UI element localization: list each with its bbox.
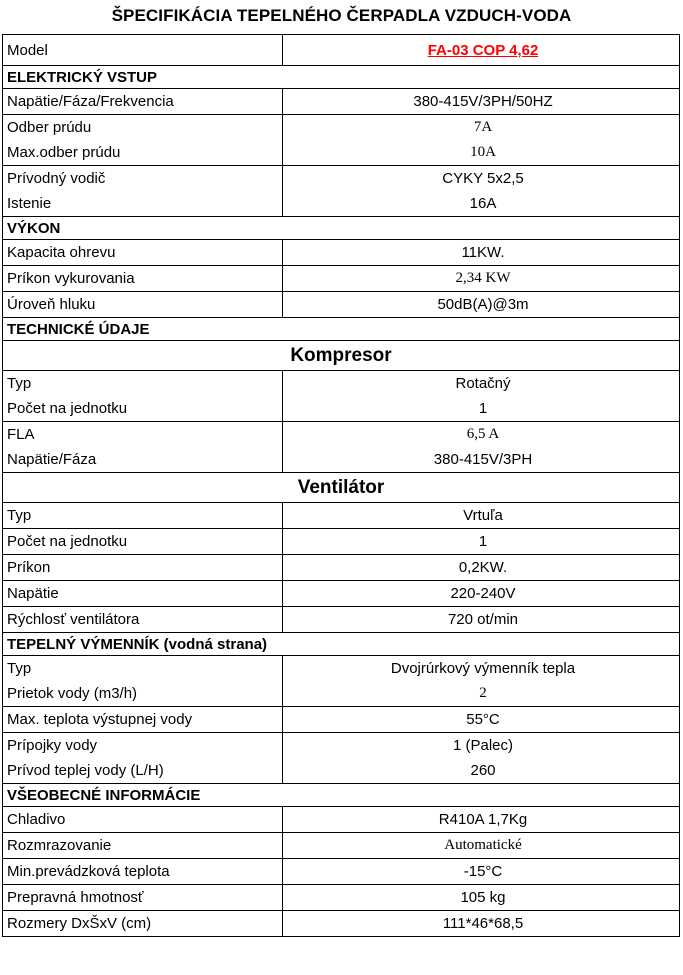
section-heading: ELEKTRICKÝ VSTUP — [3, 66, 680, 89]
spec-value: 16A — [469, 195, 497, 212]
spec-row — [3, 607, 680, 633]
spec-value: 220-240V — [450, 585, 516, 602]
spec-row — [3, 833, 680, 859]
spec-label: Napätie — [7, 585, 59, 602]
spec-label: Rozmrazovanie — [7, 837, 112, 854]
spec-value: Dvojrúrkový výmenník tepla — [390, 660, 576, 677]
spec-label-cell — [3, 266, 283, 292]
spec-row — [3, 859, 680, 885]
spec-label-cell — [3, 555, 283, 581]
spec-label-cell — [3, 581, 283, 607]
spec-value: 50dB(A)@3m — [437, 296, 529, 313]
spec-row — [3, 240, 680, 266]
spec-value: Rotačný — [455, 375, 511, 392]
spec-value-cell — [283, 733, 680, 784]
subsection-heading: Kompresor — [3, 341, 680, 371]
spec-value: 7A — [473, 119, 493, 135]
spec-value: 2 — [479, 685, 487, 701]
spec-value: 260 — [470, 762, 496, 779]
spec-value: CYKY 5x2,5 — [442, 170, 524, 187]
spec-value: 1 — [478, 533, 488, 550]
spec-label: Typ — [7, 660, 32, 677]
spec-label: Typ — [7, 375, 32, 392]
spec-value: 380-415V/3PH/50HZ — [413, 93, 553, 110]
spec-label: Prepravná hmotnosť — [7, 889, 144, 906]
spec-label: Odber prúdu — [7, 119, 92, 136]
subsection-heading-row — [3, 473, 680, 503]
spec-row — [3, 656, 680, 707]
spec-row — [3, 266, 680, 292]
spec-label: Počet na jednotku — [7, 533, 128, 550]
subsection-heading: Ventilátor — [3, 473, 680, 503]
spec-value: 1 (Palec) — [452, 737, 514, 754]
spec-value: -15°C — [463, 863, 503, 880]
spec-label: Napätie/Fáza/Frekvencia — [7, 93, 174, 110]
spec-value-cell — [283, 833, 680, 859]
spec-label: FLA — [7, 426, 35, 443]
spec-label: Prívod teplej vody (L/H) — [7, 762, 164, 779]
spec-label: Úroveň hluku — [7, 296, 96, 313]
spec-row — [3, 733, 680, 784]
spec-value: Vrtuľa — [463, 507, 503, 524]
spec-label-cell — [3, 529, 283, 555]
spec-value: R410A 1,7Kg — [438, 811, 528, 828]
document-title: ŠPECIFIKÁCIA TEPELNÉHO ČERPADLA VZDUCH-VODA — [111, 6, 572, 25]
spec-label: Chladivo — [7, 811, 66, 828]
spec-value-cell — [283, 859, 680, 885]
spec-row — [3, 292, 680, 318]
section-heading: VŠEOBECNÉ INFORMÁCIE — [3, 784, 680, 807]
spec-label: Prietok vody (m3/h) — [7, 685, 138, 702]
spec-value-cell — [283, 807, 680, 833]
spec-label-cell — [3, 885, 283, 911]
spec-label: Príkon vykurovania — [7, 270, 135, 287]
model-label: Model — [3, 35, 283, 66]
spec-row — [3, 581, 680, 607]
spec-label-cell — [3, 292, 283, 318]
spec-label: Prívodný vodič — [7, 170, 106, 187]
spec-value: 111*46*68,5 — [442, 915, 524, 932]
spec-label-cell — [3, 166, 283, 217]
model-row — [3, 35, 680, 66]
section-heading-row — [3, 318, 680, 341]
spec-value-cell — [283, 240, 680, 266]
spec-row — [3, 503, 680, 529]
spec-label-cell — [3, 240, 283, 266]
spec-label: Počet na jednotku — [7, 400, 128, 417]
spec-value: 720 ot/min — [447, 611, 519, 628]
spec-label: Typ — [7, 507, 32, 524]
spec-value: 2,34 KW — [455, 270, 511, 286]
section-heading-row — [3, 217, 680, 240]
spec-label: Napätie/Fáza — [7, 451, 97, 468]
spec-label-cell — [3, 115, 283, 166]
spec-label: Rýchlosť ventilátora — [7, 611, 140, 628]
spec-row — [3, 707, 680, 733]
spec-value-cell — [283, 656, 680, 707]
section-heading-row — [3, 784, 680, 807]
spec-label-cell — [3, 656, 283, 707]
spec-label-cell — [3, 911, 283, 937]
spec-value: 11KW. — [461, 244, 505, 261]
spec-value-cell — [283, 707, 680, 733]
spec-label-cell — [3, 807, 283, 833]
spec-label: Max. teplota výstupnej vody — [7, 711, 193, 728]
spec-label-cell — [3, 707, 283, 733]
spec-label: Min.prevádzková teplota — [7, 863, 170, 880]
spec-label-cell — [3, 422, 283, 473]
spec-row — [3, 529, 680, 555]
spec-value-cell — [283, 115, 680, 166]
spec-row — [3, 115, 680, 166]
spec-table — [2, 34, 680, 937]
spec-value: 1 — [478, 400, 488, 417]
spec-value: 55°C — [466, 711, 500, 728]
spec-value-cell — [283, 607, 680, 633]
spec-label: Kapacita ohrevu — [7, 244, 116, 261]
spec-value-cell — [283, 166, 680, 217]
spec-label-cell — [3, 859, 283, 885]
spec-value-cell — [283, 89, 680, 115]
spec-label: Príkon — [7, 559, 51, 576]
spec-value-cell — [283, 422, 680, 473]
spec-value: 6,5 A — [466, 426, 500, 442]
spec-row — [3, 885, 680, 911]
spec-label-cell — [3, 89, 283, 115]
section-heading: TEPELNÝ VÝMENNÍK (vodná strana) — [3, 633, 680, 656]
spec-value: 380-415V/3PH — [433, 451, 533, 468]
section-heading-row — [3, 633, 680, 656]
spec-row — [3, 89, 680, 115]
section-heading: TECHNICKÉ ÚDAJE — [3, 318, 680, 341]
spec-value: 0,2KW. — [458, 559, 508, 576]
spec-label-cell — [3, 833, 283, 859]
spec-label-cell — [3, 607, 283, 633]
model-value: FA-03 COP 4,62 — [283, 35, 680, 66]
spec-row — [3, 166, 680, 217]
spec-label: Istenie — [7, 195, 52, 212]
spec-value-cell — [283, 503, 680, 529]
spec-row — [3, 371, 680, 422]
spec-value: Automatické — [444, 837, 522, 853]
spec-value-cell — [283, 266, 680, 292]
spec-value: 105 kg — [460, 889, 506, 906]
section-heading-row — [3, 66, 680, 89]
spec-label: Max.odber prúdu — [7, 144, 121, 161]
spec-row — [3, 555, 680, 581]
spec-value-cell — [283, 529, 680, 555]
spec-value-cell — [283, 555, 680, 581]
spec-value-cell — [283, 371, 680, 422]
spec-value-cell — [283, 885, 680, 911]
spec-value-cell — [283, 581, 680, 607]
spec-label: Prípojky vody — [7, 737, 98, 754]
spec-label-cell — [3, 503, 283, 529]
spec-row — [3, 911, 680, 937]
spec-label-cell — [3, 371, 283, 422]
spec-label-cell — [3, 733, 283, 784]
spec-value: 10A — [470, 144, 496, 160]
section-heading: VÝKON — [3, 217, 680, 240]
subsection-heading-row — [3, 341, 680, 371]
spec-label: Rozmery DxŠxV (cm) — [7, 915, 152, 932]
spec-row — [3, 807, 680, 833]
spec-value-cell — [283, 292, 680, 318]
spec-value-cell — [283, 911, 680, 937]
spec-row — [3, 422, 680, 473]
